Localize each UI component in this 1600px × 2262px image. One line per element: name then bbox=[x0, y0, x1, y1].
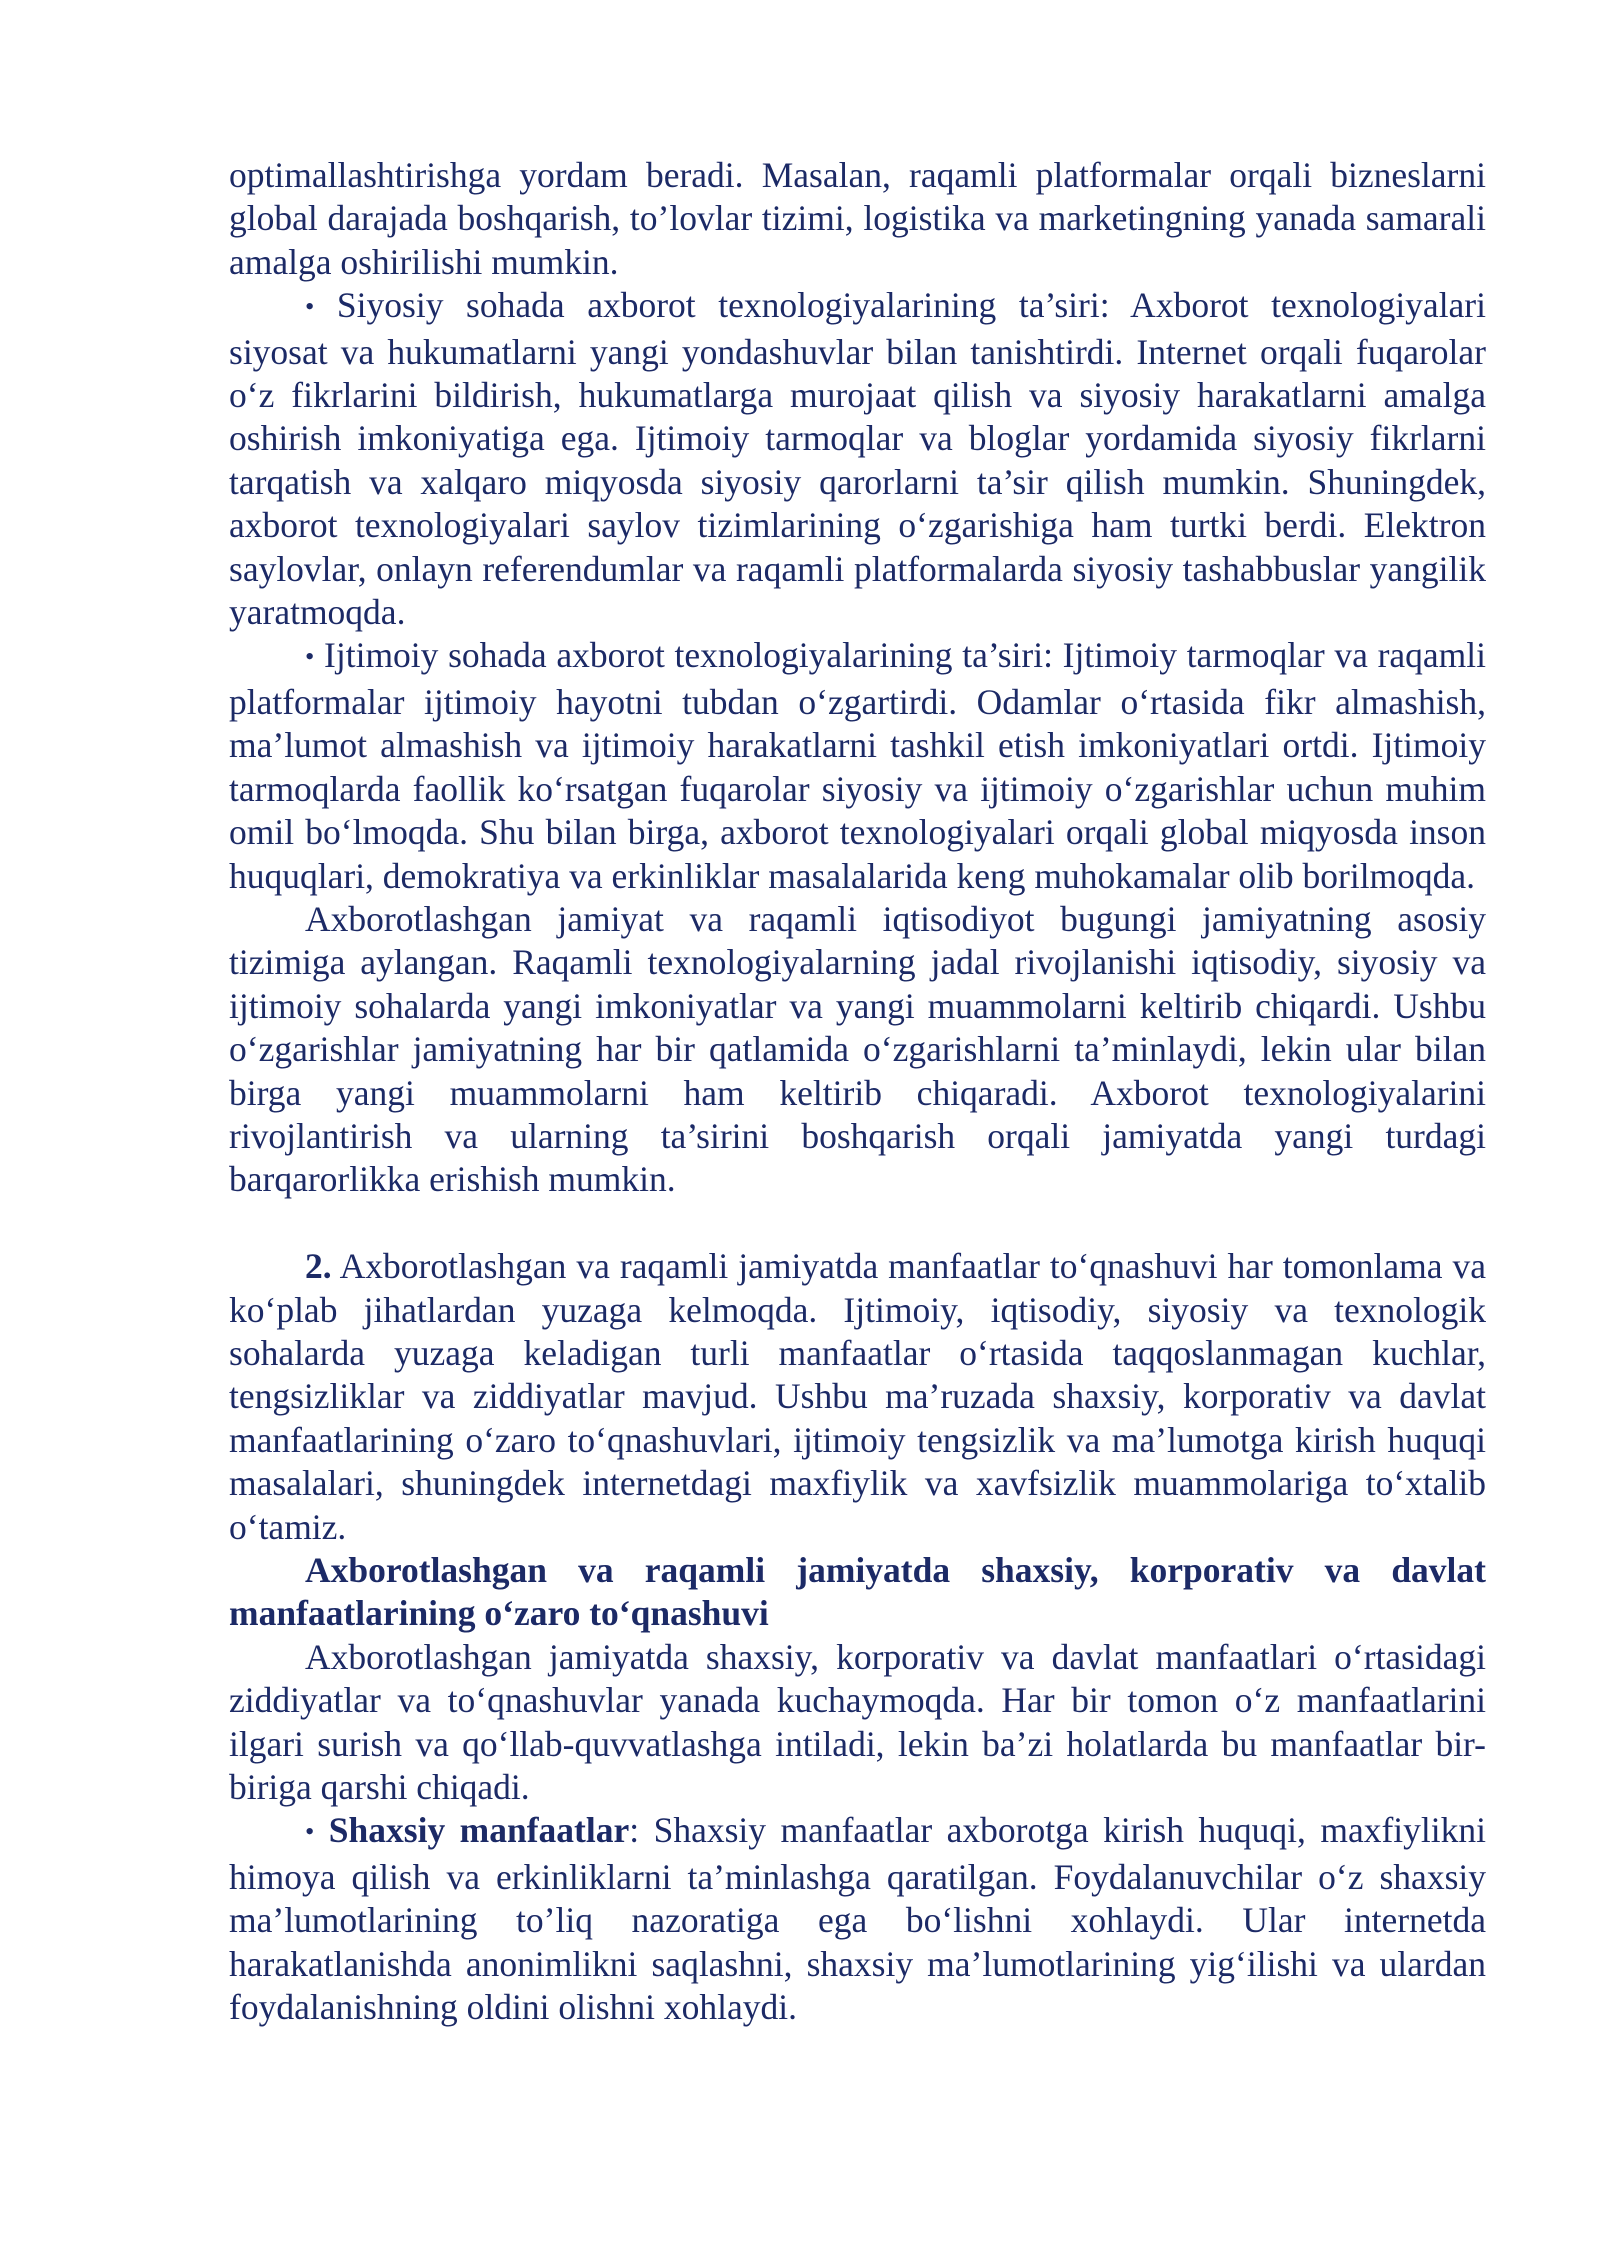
section-spacer bbox=[229, 1202, 1486, 1245]
section-2-paragraph bbox=[229, 1245, 1486, 1549]
bullet-political-text: Siyosiy sohada axborot texnologiyalarining ta’siri: Axborot texnologiyalari siyosat va hukumatlarni yangi yondashuvlar bilan tanishtirdi. Internet orqali fuqarolar o‘z fikrlarini bildirish, hukumatlarga murojaat qilish va siyosiy harakatlarni amalga oshirish imkoniyatiga ega. Ijtimoiy tarmoqlar va bloglar yordamida siyosiy fikrlarni tarqatish va xalqaro miqyosda siyosiy qarorlarni ta’sir qilish mumkin. Shuningdek, axborot texnologiyalari saylov tizimlarining o‘zgarishiga ham turtki berdi. Elektron saylovlar, onlayn referendumlar va raqamli platformalarda siyosiy tashabbuslar yangilik yaratmoqda. bbox=[229, 285, 1486, 633]
section-heading bbox=[229, 1549, 1486, 1636]
bullet-political bbox=[229, 284, 1486, 634]
document-page bbox=[229, 154, 1486, 2029]
paragraph-intro: optimallashtirishga yordam beradi. Masalan, raqamli platformalar orqali bizneslarni global darajada boshqarish, to’lovlar tizimi, logistika va marketingning yanada samarali amalga oshirilishi mumkin. bbox=[229, 155, 1486, 282]
bullet-social-text: Ijtimoiy sohada axborot texnologiyalarining ta’siri: Ijtimoiy tarmoqlar va raqamli platformalar ijtimoiy hayotni tubdan o‘zgartirdi. Odamlar o‘rtasida fikr almashish, ma’lumot almashish va ijtimoiy harakatlarni tashkil etish imkoniyatlari ortdi. Ijtimoiy tarmoqlarda faollik ko‘rsatgan fuqarolar siyosiy va ijtimoiy o‘zgarishlar uchun muhim omil bo‘lmoqda. Shu bilan birga, axborot texnologiyalari orqali global miqyosda inson huquqlari, demokratiya va erkinliklar masalalarida keng muhokamalar olib borilmoqda. bbox=[229, 635, 1487, 896]
bullet-social bbox=[229, 634, 1486, 897]
bullet-icon: • bbox=[305, 1816, 315, 1847]
bullet-icon: • bbox=[305, 291, 315, 322]
section-2-text: Axborotlashgan va raqamli jamiyatda manfaatlar to‘qnashuvi har tomonlama va ko‘plab jihatlardan yuzaga kelmoqda. Ijtimoiy, iqtisodiy, siyosiy va texnologik sohalarda yuzaga keladigan turli manfaatlar o‘rtasida taqqoslanmagan kuchlar, tengsizliklar va ziddiyatlar mavjud. Ushbu ma’ruzada shaxsiy, korporativ va davlat manfaatlarining o‘zaro to‘qnashuvlari, ijtimoiy tengsizlik va ma’lumotga kirish huquqi masalalari, shuningdek internetdagi maxfiylik va xavfsizlik muammolariga to‘xtalib o‘tamiz. bbox=[229, 1246, 1486, 1547]
section-heading-text: Axborotlashgan va raqamli jamiyatda shaxsiy, korporativ va davlat manfaatlarining o‘zaro to‘qnashuvi bbox=[229, 1549, 1486, 1634]
bullet-personal-interests bbox=[229, 1809, 1486, 2029]
bullet-personal-label: Shaxsiy manfaatlar bbox=[328, 1810, 630, 1851]
bullet-icon: • bbox=[305, 641, 315, 672]
paragraph-conflicts: Axborotlashgan jamiyatda shaxsiy, korporativ va davlat manfaatlari o‘rtasidagi ziddiyatlar va to‘qnashuvlar yanada kuchaymoqda. Har bir tomon o‘z manfaatlarini ilgari surish va qo‘llab-quvvatlashga intiladi, lekin ba’zi holatlarda bu manfaatlar bir-biriga qarshi chiqadi. bbox=[229, 1636, 1486, 1808]
paragraph-information-society: Axborotlashgan jamiyat va raqamli iqtisodiyot bugungi jamiyatning asosiy tizimiga aylangan. Raqamli texnologiyalarning jadal rivojlanishi iqtisodiy, siyosiy va ijtimoiy sohalarda yangi imkoniyatlar va yangi muammolarni keltirib chiqardi. Ushbu o‘zgarishlar jamiyatning har bir qatlamida o‘zgarishlarni ta’minlaydi, lekin ular bilan birga yangi muammolarni ham keltirib chiqaradi. Axborot texnologiyalarini rivojlantirish va ularning ta’sirini boshqarish orqali jamiyatda yangi turdagi barqarorlikka erishish mumkin. bbox=[229, 898, 1486, 1200]
section-2-number: 2. bbox=[305, 1246, 332, 1287]
bullet-personal-text: : Shaxsiy manfaatlar axborotga kirish huquqi, maxfiylikni himoya qilish va erkinliklarni ta’minlashga qaratilgan. Foydalanuvchilar o‘z shaxsiy ma’lumotlarining to’liq nazoratiga ega bo‘lishni xohlaydi. Ular internetda harakatlanishda anonimlikni saqlashni, shaxsiy ma’lumotlarining yig‘ilishi va ulardan foydalanishning oldini olishni xohlaydi. bbox=[229, 1810, 1486, 2028]
